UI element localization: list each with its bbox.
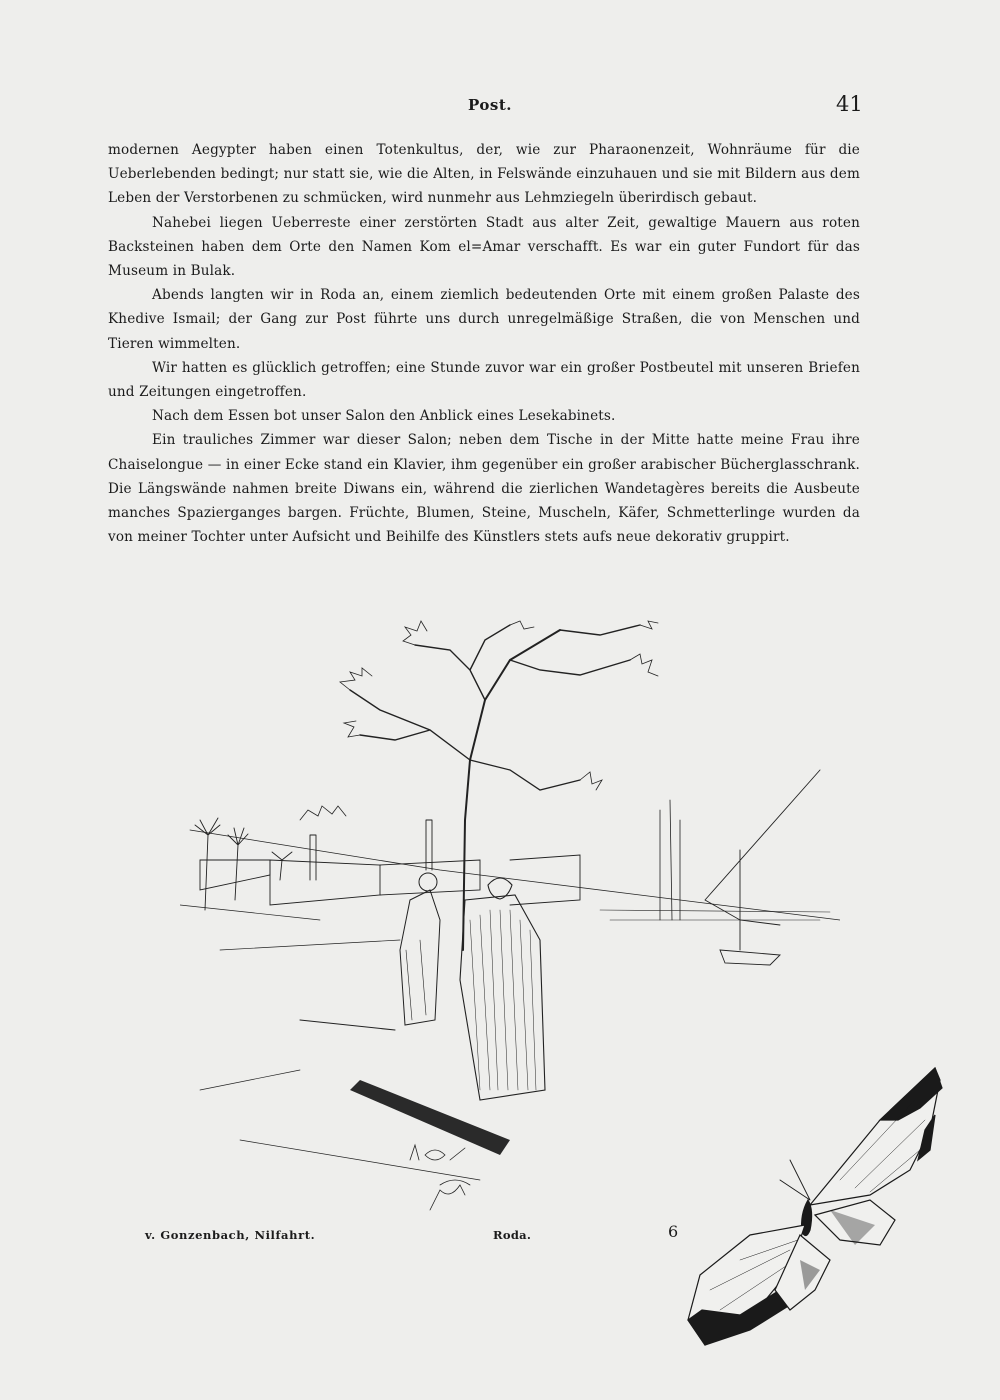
paragraph: Nach dem Essen bot unser Salon den Anblick eines Lesekabinets.: [152, 408, 616, 425]
page-number: 41: [836, 92, 863, 116]
paragraph: Nahebei liegen Ueberreste einer zerstörten Stadt aus alter Zeit, gewaltige Mauern aus roten Backsteinen haben dem Orte den Namen Kom el=Amar verschafft. Es war ein guter Fundort für das Museum in Bulak.: [108, 214, 860, 280]
paragraph: Abends langten wir in Roda an, einem ziemlich bedeutenden Orte mit einem großen Palaste des Khedive Ismail; der Gang zur Post führte uns durch unregelmäßige Straßen, die von Menschen und Tieren wimmelten.: [108, 287, 860, 352]
paragraph: Wir hatten es glücklich getroffen; eine Stunde zuvor war ein großer Postbeutel mit unseren Briefen und Zeitungen eingetroffen.: [108, 359, 860, 401]
butterfly-illustration: [680, 1060, 950, 1390]
paragraph: Ein trauliches Zimmer war dieser Salon; neben dem Tische in der Mitte hatte meine Frau ihre Chaiselongue — in einer Ecke stand ein Klavier, ihm gegenüber ein großer arabischer Bücherglasschrank. Die Längswände nahmen breite Diwans ein, während die zierlichen Wandetagères bereits die Ausbeute manches Spazierganges bargen. Früchte, Blumen, Steine, Muscheln, Käfer, Schmetterlinge wurden da von meiner Tochter unter Aufsicht und Beihilfe des Künstlers stets aufs neue dekorativ gruppirt.: [108, 432, 860, 546]
footer-author-title: v. Gonzenbach, Nilfahrt.: [145, 1228, 316, 1242]
page-header: [0, 92, 1000, 122]
signature-mark: 6: [668, 1222, 679, 1241]
illustration-caption: Roda.: [493, 1228, 532, 1242]
body-text: [108, 138, 860, 549]
paragraph: modernen Aegypter haben einen Totenkultus, der, wie zur Pharaonenzeit, Wohnräume für die Ueberlebenden bedingt; nur statt sie, wie die Alten, in Felswände einzuhauen und sie mit Bildern aus dem Leben der Verstorbenen zu schmücken, wird nunmehr aus Lehmziegeln überirdisch gebaut.: [108, 142, 860, 207]
running-title: Post.: [468, 96, 512, 114]
